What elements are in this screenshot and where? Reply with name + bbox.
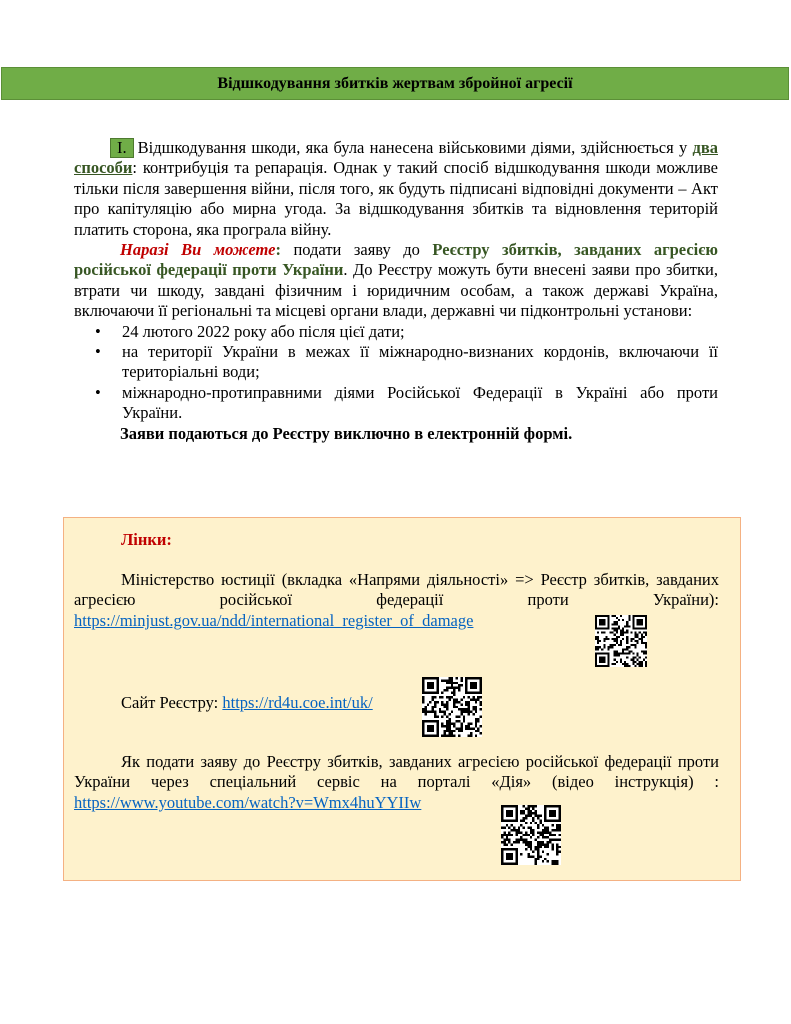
section-2-paragraph (74, 240, 718, 322)
qr-code-icon (422, 677, 482, 737)
list-item: • на території України в межах її міжнародно-визнаних кордонів, включаючи її територіальні води; (122, 342, 718, 383)
lead-colon: : (275, 240, 294, 260)
registry-name: Реєстру збитків, завданих агресією російської федерації проти України (74, 240, 718, 280)
registry-site-link[interactable]: https://rd4u.coe.int/uk/ (222, 693, 373, 712)
section-2-text-a: подати заяву до (293, 240, 433, 260)
links-box (63, 517, 741, 881)
section-1-paragraph (74, 138, 718, 240)
page-title-bar (1, 67, 789, 100)
main-text (74, 138, 718, 444)
section-1-text-b: : контрибуція та репарація. Однак у такий спосіб відшкодування шкоди можливе тільки після завершення війни, після того, як будуть підписані відповідні документи – Акт про капітуляцію або мирна угода. За відшкодування збитків та відновлення територій платить сторона, яка програла війну. (74, 158, 718, 239)
section-1-text-a: Відшкодування шкоди, яка була нанесена військовими діями, здійснюється у (137, 138, 693, 157)
diia-video-description: Як подати заяву до Реєстру збитків, завданих агресією російської федерації проти України через спеціальний сервіс на порталі «Дія» (відео інструкція) : (74, 752, 719, 792)
two-ways-link[interactable]: два способи (74, 138, 718, 178)
minjust-description: Міністерство юстиції (вкладка «Напрями діяльності» => Реєстр збитків, завданих агресією російської федерації проти України): (74, 570, 719, 610)
section-2-text-b: . До Реєстру можуть бути внесені заяви про збитки, втрати чи шкоду, завдані фізичним і юридичним особам, а також державі Україна, включаючи її регіональні та місцеві органи влади, державні чи підконтрольні установи: (74, 260, 718, 321)
qr-code-icon (501, 805, 561, 865)
you-can-now-label: Наразі Ви можете (120, 240, 276, 260)
electronic-form-notice: Заяви подаються до Реєстру виключно в електронній формі. (120, 423, 573, 443)
links-item-registry-site (121, 693, 373, 713)
links-title: Лінки: (121, 530, 172, 549)
list-item: • міжнародно-протиправними діями Російської Федерації в Україні або проти України. (122, 383, 718, 424)
links-item-diia-video (74, 752, 719, 813)
registry-site-label: Сайт Реєстру: (121, 693, 223, 712)
conditions-list (74, 322, 718, 424)
diia-video-link[interactable]: https://www.youtube.com/watch?v=Wmx4huYYIIw (74, 792, 422, 812)
list-item: • 24 лютого 2022 року або після цієї дати; (122, 322, 718, 342)
section-number-badge: I. (110, 138, 134, 158)
page-title: Відшкодування збитків жертвам збройної агресії (217, 74, 573, 92)
minjust-link[interactable]: https://minjust.gov.ua/ndd/international_register_of_damage (74, 610, 474, 630)
qr-code-icon (595, 615, 647, 667)
